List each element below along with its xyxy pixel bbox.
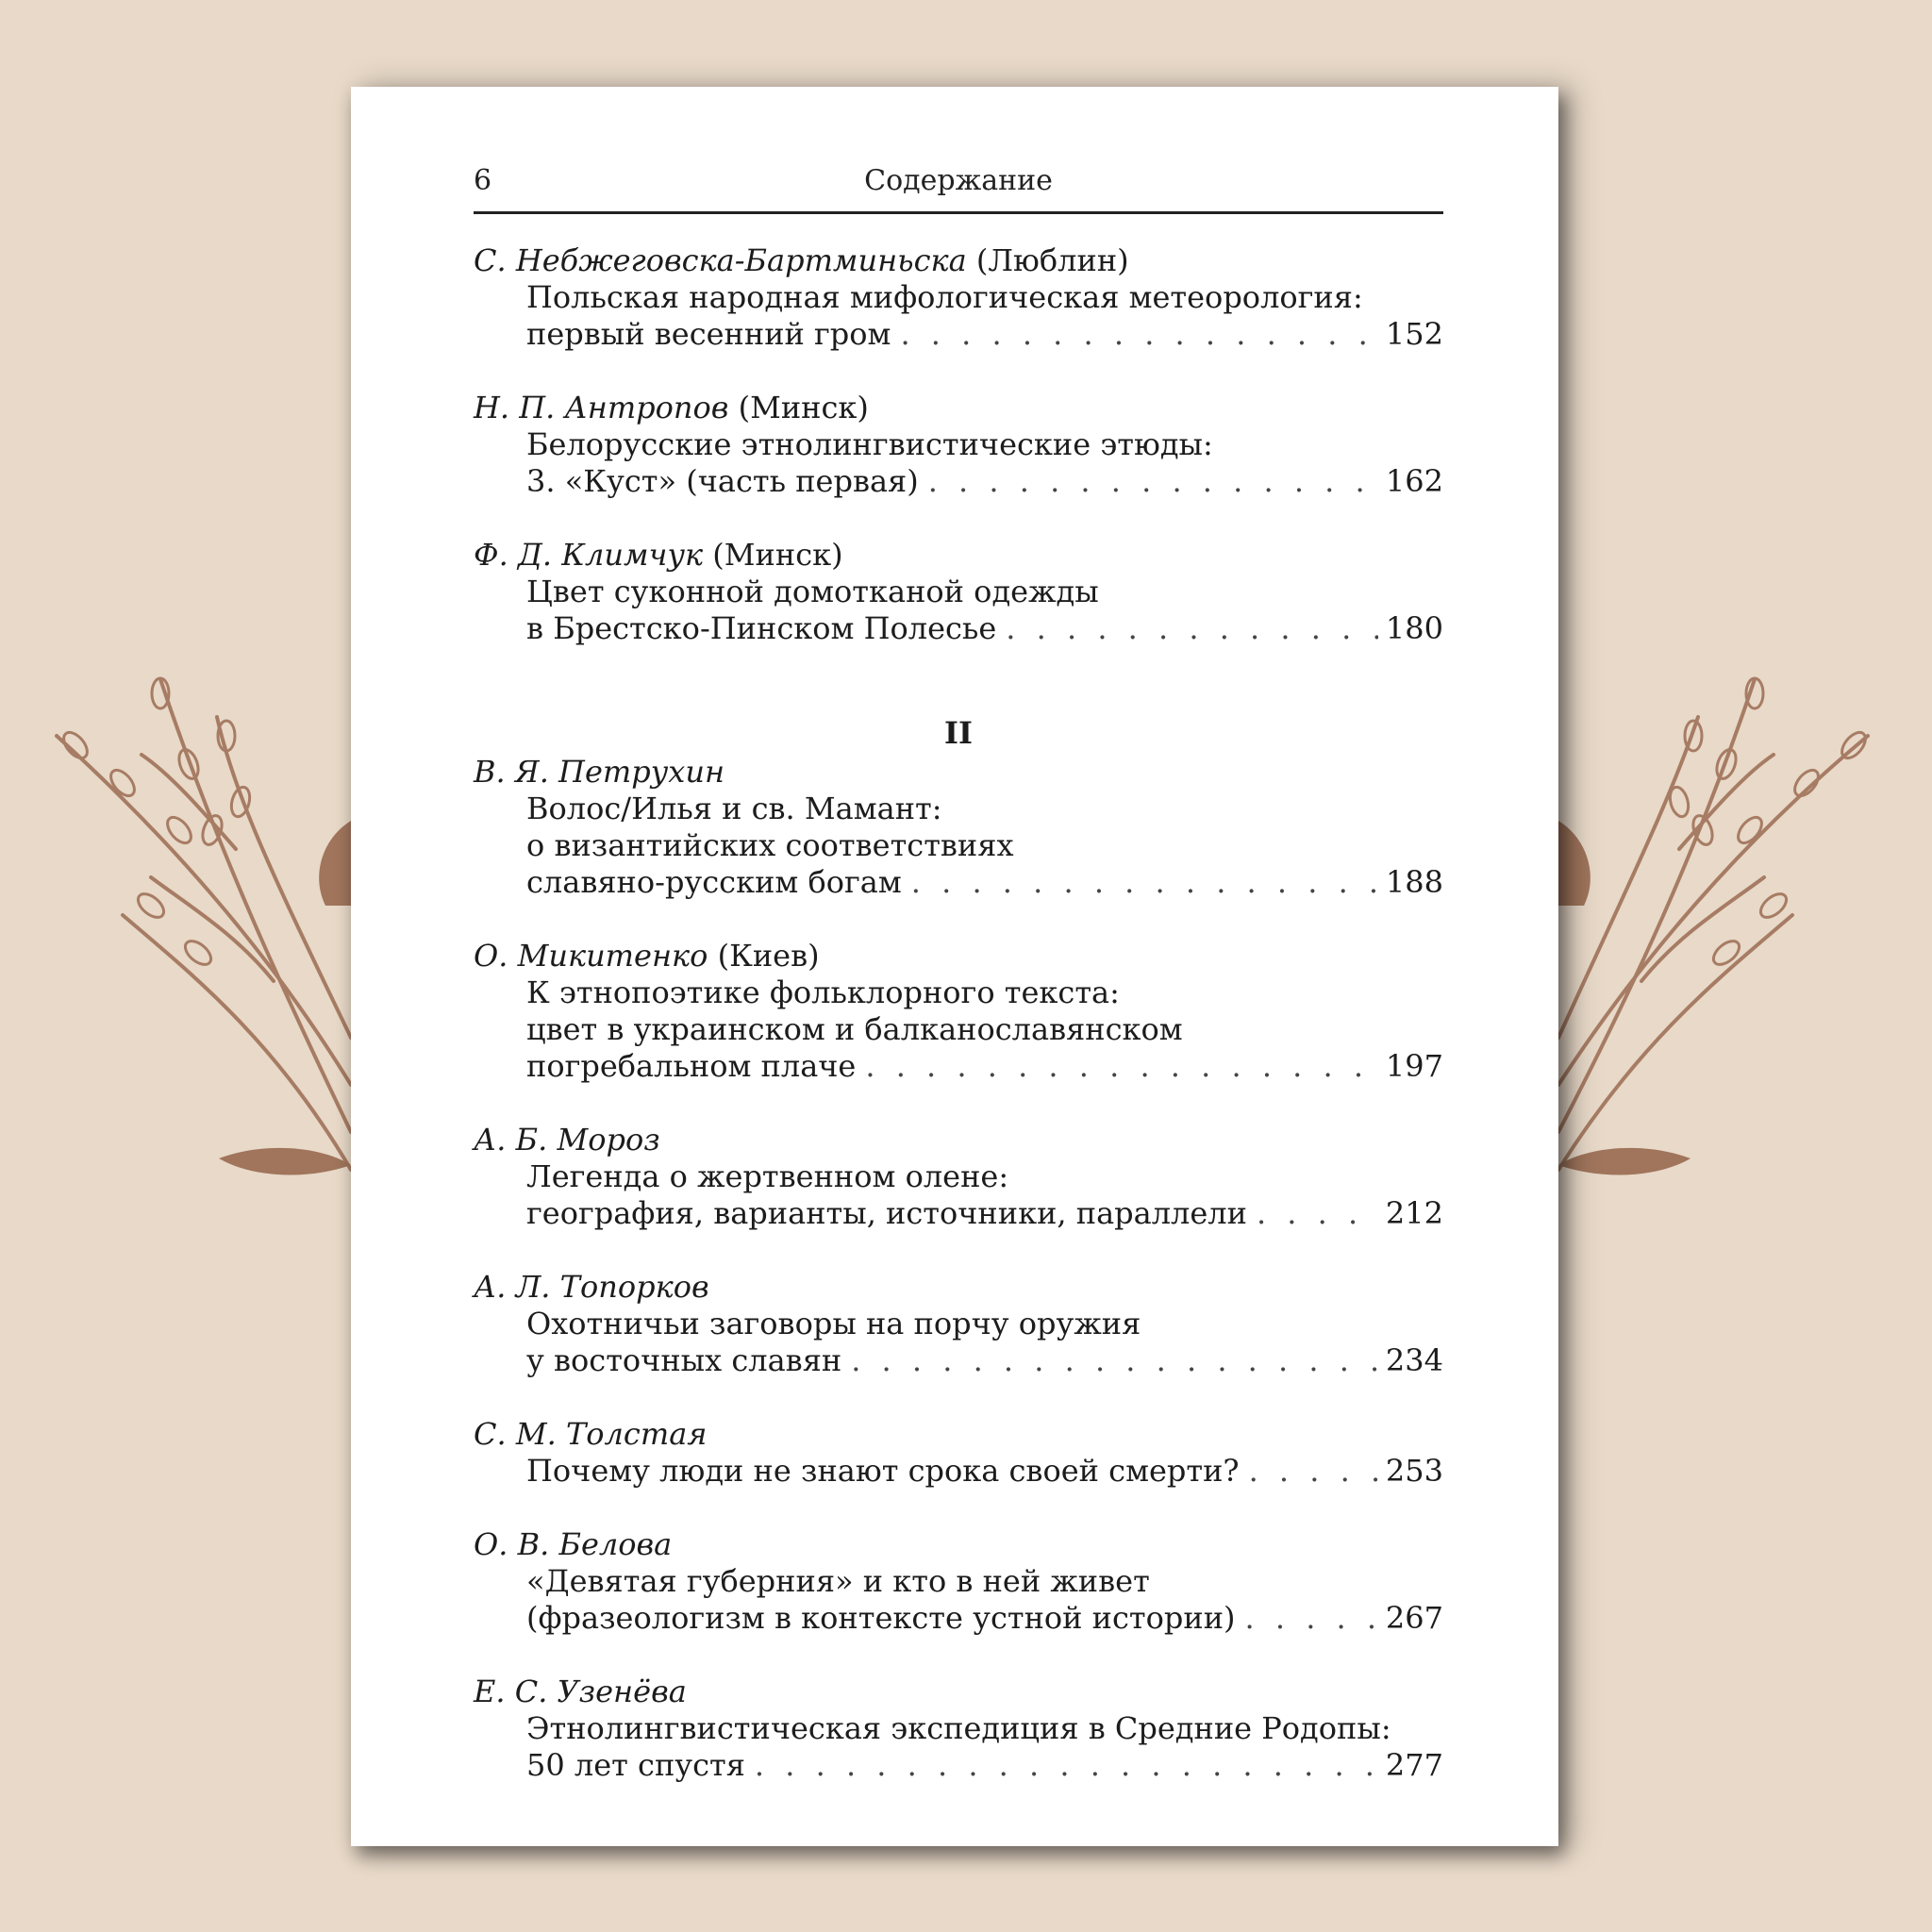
toc-title-text: 50 лет спустя [526,1747,745,1783]
book-page [351,87,1558,1846]
toc-title-last-line [474,1600,1443,1637]
toc-title-last-line [474,463,1443,500]
toc-author-line [474,1416,1443,1453]
toc-author-line [474,754,1443,791]
toc-title-last-line [474,1048,1443,1085]
toc-page-number: 277 [1385,1747,1443,1783]
toc-page-number: 152 [1385,316,1443,352]
toc-entry [474,754,1443,901]
dot-leader [851,1342,1378,1379]
toc-author-city: (Минск) [738,390,869,425]
toc-page-number: 197 [1385,1048,1443,1084]
toc-entry [474,938,1443,1085]
toc-title-last-line [474,610,1443,647]
toc-author-line [474,242,1443,279]
toc-entry [474,537,1443,647]
toc-page-number: 253 [1385,1453,1443,1489]
toc-title-text: первый весенний гром [526,316,891,352]
toc-author-line [474,1122,1443,1158]
toc-entry [474,242,1443,353]
toc-entry [474,1526,1443,1637]
toc-author: Ф. Д. Климчук [474,537,704,573]
toc-author-city: (Киев) [717,938,820,974]
toc-author: А. Л. Топорков [474,1269,709,1305]
toc-author-line [474,1269,1443,1306]
table-of-contents [474,242,1443,1821]
toc-author-city: (Минск) [712,537,843,573]
toc-title-text: география, варианты, источники, параллели [526,1195,1247,1231]
toc-author: О. Микитенко [474,938,708,974]
dot-leader [900,316,1377,353]
toc-author-line [474,1674,1443,1710]
toc-page-number: 188 [1385,864,1443,900]
toc-title-text: славяно-русским богам [526,864,902,900]
toc-title-line: о византийских соответствиях [526,827,1014,863]
page-title: Содержание [864,164,1053,197]
toc-part-2 [474,754,1443,1784]
toc-title-text: Почему люди не знают срока своей смерти? [526,1453,1240,1489]
toc-entry [474,1122,1443,1232]
toc-title-last-line [474,1195,1443,1232]
dot-leader [1249,1453,1378,1490]
toc-page-number: 162 [1385,463,1443,499]
toc-author-line [474,390,1443,426]
toc-title-last-line [474,864,1443,901]
toc-title-line: Белорусские этнолингвистические этюды: [526,426,1213,462]
toc-author-city: (Люблин) [975,242,1129,278]
toc-title-line: Этнолингвистическая экспедиция в Средние Родопы: [526,1710,1391,1746]
toc-title-line: К этнопоэтике фольклорного текста: [526,974,1120,1010]
toc-part-1 [474,242,1443,647]
toc-author-line [474,1526,1443,1563]
toc-title-line: «Девятая губерния» и кто в ней живет [526,1563,1150,1599]
toc-author: С. М. Толстая [474,1416,708,1452]
toc-page-number: 180 [1385,610,1443,646]
dot-leader [928,463,1378,500]
toc-author: А. Б. Мороз [474,1122,660,1158]
dot-leader [1006,610,1378,647]
toc-title-line: цвет в украинском и балканославянском [526,1011,1183,1047]
page-number: 6 [474,164,492,197]
dot-leader [865,1048,1378,1085]
dot-leader [755,1747,1378,1784]
dot-leader [911,864,1378,901]
running-head [474,164,1443,214]
toc-entry [474,1416,1443,1490]
dot-leader [1257,1195,1378,1232]
toc-title-last-line [474,316,1443,353]
toc-entry [474,390,1443,500]
toc-title-text: (фразеологизм в контексте устной истории) [526,1600,1236,1636]
toc-title-line: Легенда о жертвенном олене: [526,1158,1009,1194]
toc-title-last-line [474,1747,1443,1784]
toc-author: Е. С. Узенёва [474,1674,687,1709]
toc-title-text: 3. «Куст» (часть первая) [526,463,919,499]
toc-title-text: у восточных славян [526,1342,842,1378]
toc-author-line [474,537,1443,574]
toc-author: В. Я. Петрухин [474,754,725,790]
section-heading: II [944,715,973,751]
toc-entry [474,1269,1443,1379]
toc-author: Н. П. Антропов [474,390,729,425]
toc-title-last-line [474,1342,1443,1379]
toc-entry [474,1674,1443,1784]
toc-page-number: 234 [1385,1342,1443,1378]
toc-title-line: Охотничьи заговоры на порчу оружия [526,1306,1141,1341]
toc-author: О. В. Белова [474,1526,673,1562]
toc-page-number: 267 [1385,1600,1443,1636]
toc-page-number: 212 [1385,1195,1443,1231]
toc-title-line: Польская народная мифологическая метеорология: [526,279,1363,315]
toc-title-text: в Брестско-Пинском Полесье [526,610,997,646]
toc-title-text: погребальном плаче [526,1048,857,1084]
toc-author-line [474,938,1443,974]
toc-author: С. Небжеговска-Бартминьска [474,242,967,278]
toc-title-line: Цвет суконной домотканой одежды [526,574,1099,609]
toc-title-last-line [474,1453,1443,1490]
toc-title-line: Волос/Илья и св. Мамант: [526,791,942,826]
dot-leader [1245,1600,1378,1637]
